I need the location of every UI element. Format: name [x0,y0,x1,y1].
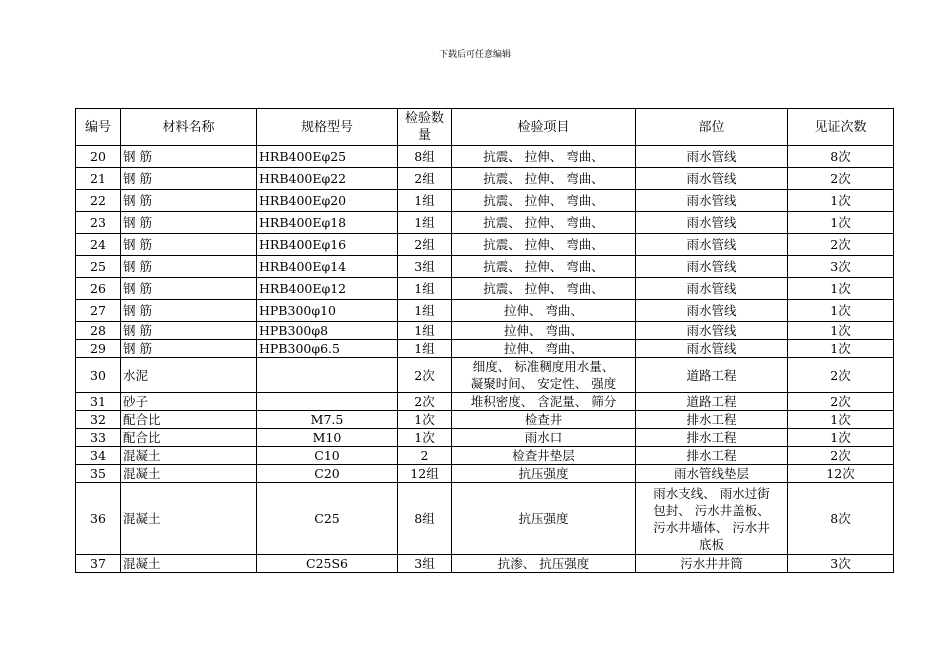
cell-spec: HRB400Eφ16 [257,234,398,256]
cell-location-line: 雨水支线、 雨水过街 [653,485,770,501]
cell-location: 雨水管线 [636,340,788,358]
col-header-name: 材料名称 [121,109,257,146]
cell-name: 钢 筋 [121,300,257,322]
cell-no: 27 [76,300,121,322]
cell-location: 道路工程 [636,358,788,393]
cell-items-line: 凝聚时间、 安定性、 强度 [470,376,617,391]
cell-no: 26 [76,278,121,300]
cell-qty: 12组 [398,465,452,483]
cell-spec: HRB400Eφ25 [257,146,398,168]
table-header-row [76,109,894,146]
cell-witness: 8次 [788,483,894,555]
cell-qty: 1组 [398,278,452,300]
cell-witness: 12次 [788,465,894,483]
cell-no: 32 [76,411,121,429]
cell-location-line: 包封、 污水井盖板、 [653,502,770,518]
cell-location: 道路工程 [636,393,788,411]
cell-no: 21 [76,168,121,190]
cell-location: 雨水管线 [636,256,788,278]
col-header-items: 检验项目 [452,109,636,146]
cell-spec [257,358,398,393]
cell-name: 混凝土 [121,555,257,573]
cell-items: 抗震、 拉伸、 弯曲、 [452,168,636,190]
cell-witness: 1次 [788,340,894,358]
cell-items: 抗渗、 抗压强度 [452,555,636,573]
table-row [76,429,894,447]
cell-qty: 3组 [398,256,452,278]
cell-witness: 2次 [788,358,894,393]
cell-location: 雨水管线 [636,190,788,212]
table-row [76,168,894,190]
cell-no: 24 [76,234,121,256]
table-row [76,234,894,256]
cell-spec: HRB400Eφ18 [257,212,398,234]
col-header-spec: 规格型号 [257,109,398,146]
cell-items: 抗震、 拉伸、 弯曲、 [452,190,636,212]
cell-spec: C20 [257,465,398,483]
cell-witness: 1次 [788,212,894,234]
cell-spec [257,393,398,411]
cell-name: 水泥 [121,358,257,393]
cell-items: 抗震、 拉伸、 弯曲、 [452,278,636,300]
cell-items: 抗震、 拉伸、 弯曲、 [452,256,636,278]
cell-location: 雨水管线 [636,234,788,256]
cell-witness: 1次 [788,429,894,447]
cell-witness: 2次 [788,168,894,190]
cell-witness: 3次 [788,555,894,573]
cell-items: 拉伸、 弯曲、 [452,340,636,358]
table-row [76,465,894,483]
cell-qty: 1组 [398,300,452,322]
cell-items: 检查井 [452,411,636,429]
cell-witness: 3次 [788,256,894,278]
cell-spec: C25S6 [257,555,398,573]
cell-items: 堆积密度、 含泥量、 筛分 [452,393,636,411]
cell-name: 钢 筋 [121,278,257,300]
table-row [76,555,894,573]
cell-qty: 3组 [398,555,452,573]
cell-items: 雨水口 [452,429,636,447]
cell-spec: HRB400Eφ22 [257,168,398,190]
cell-witness: 8次 [788,146,894,168]
cell-qty: 1次 [398,429,452,447]
cell-items: 抗震、 拉伸、 弯曲、 [452,234,636,256]
cell-name: 钢 筋 [121,190,257,212]
cell-spec: M10 [257,429,398,447]
cell-name: 钢 筋 [121,234,257,256]
cell-location: 雨水管线垫层 [636,465,788,483]
cell-name: 配合比 [121,429,257,447]
cell-witness: 1次 [788,322,894,340]
cell-items: 拉伸、 弯曲、 [452,300,636,322]
table-row [76,322,894,340]
cell-name: 钢 筋 [121,322,257,340]
table-row [76,212,894,234]
cell-name: 钢 筋 [121,168,257,190]
cell-no: 28 [76,322,121,340]
cell-spec: HRB400Eφ20 [257,190,398,212]
cell-location: 排水工程 [636,447,788,465]
cell-name: 混凝土 [121,465,257,483]
cell-location: 雨水管线 [636,300,788,322]
cell-qty: 1次 [398,411,452,429]
cell-qty: 1组 [398,340,452,358]
col-header-witness: 见证次数 [788,109,894,146]
cell-items [452,358,636,393]
cell-spec: HPB300φ6.5 [257,340,398,358]
cell-no: 25 [76,256,121,278]
cell-name: 钢 筋 [121,146,257,168]
cell-qty: 8组 [398,483,452,555]
cell-witness: 2次 [788,393,894,411]
cell-location: 污水井井筒 [636,555,788,573]
cell-spec: HPB300φ8 [257,322,398,340]
cell-witness: 1次 [788,190,894,212]
table-row [76,340,894,358]
cell-spec: C10 [257,447,398,465]
cell-qty: 8组 [398,146,452,168]
cell-spec: HPB300φ10 [257,300,398,322]
cell-qty: 2次 [398,393,452,411]
cell-qty: 1组 [398,190,452,212]
cell-no: 35 [76,465,121,483]
cell-name: 钢 筋 [121,256,257,278]
cell-items: 抗压强度 [452,465,636,483]
cell-location: 雨水管线 [636,322,788,340]
cell-witness: 1次 [788,278,894,300]
table-row [76,358,894,393]
cell-location: 雨水管线 [636,146,788,168]
cell-spec: M7.5 [257,411,398,429]
cell-spec: HRB400Eφ12 [257,278,398,300]
cell-spec: C25 [257,483,398,555]
col-header-no: 编号 [76,109,121,146]
cell-name: 配合比 [121,411,257,429]
table-row [76,411,894,429]
cell-location: 排水工程 [636,411,788,429]
cell-location: 排水工程 [636,429,788,447]
cell-qty: 1组 [398,212,452,234]
cell-items: 抗震、 拉伸、 弯曲、 [452,212,636,234]
table-row [76,300,894,322]
cell-no: 31 [76,393,121,411]
col-header-location: 部位 [636,109,788,146]
inspection-table [75,108,894,573]
cell-witness: 1次 [788,300,894,322]
cell-items: 抗震、 拉伸、 弯曲、 [452,146,636,168]
cell-location [636,483,788,555]
cell-qty: 2组 [398,168,452,190]
cell-name: 混凝土 [121,447,257,465]
table-row [76,146,894,168]
cell-no: 30 [76,358,121,393]
cell-qty: 2组 [398,234,452,256]
cell-items: 检查井垫层 [452,447,636,465]
table-row [76,393,894,411]
cell-no: 20 [76,146,121,168]
cell-no: 34 [76,447,121,465]
table-row [76,447,894,465]
cell-witness: 2次 [788,447,894,465]
cell-items: 拉伸、 弯曲、 [452,322,636,340]
cell-name: 钢 筋 [121,340,257,358]
table-row [76,278,894,300]
table-row [76,256,894,278]
header-note: 下载后可任意编辑 [438,50,511,60]
cell-qty: 1组 [398,322,452,340]
cell-spec: HRB400Eφ14 [257,256,398,278]
cell-qty: 2 [398,447,452,465]
cell-no: 23 [76,212,121,234]
cell-location: 雨水管线 [636,168,788,190]
cell-name: 砂子 [121,393,257,411]
cell-no: 37 [76,555,121,573]
cell-location: 雨水管线 [636,278,788,300]
table-row [76,483,894,555]
cell-location: 雨水管线 [636,212,788,234]
cell-no: 22 [76,190,121,212]
cell-location-line: 底板 [698,536,724,552]
cell-name: 钢 筋 [121,212,257,234]
cell-name: 混凝土 [121,483,257,555]
cell-no: 29 [76,340,121,358]
cell-items-line: 细度、 标准稠度用水量、 [472,359,615,374]
cell-qty: 2次 [398,358,452,393]
col-header-qty: 检验数量 [398,109,452,146]
cell-witness: 1次 [788,411,894,429]
cell-no: 36 [76,483,121,555]
cell-no: 33 [76,429,121,447]
table-row [76,190,894,212]
cell-witness: 2次 [788,234,894,256]
cell-location-line: 污水井墙体、 污水井 [653,519,770,535]
cell-items: 抗压强度 [452,483,636,555]
